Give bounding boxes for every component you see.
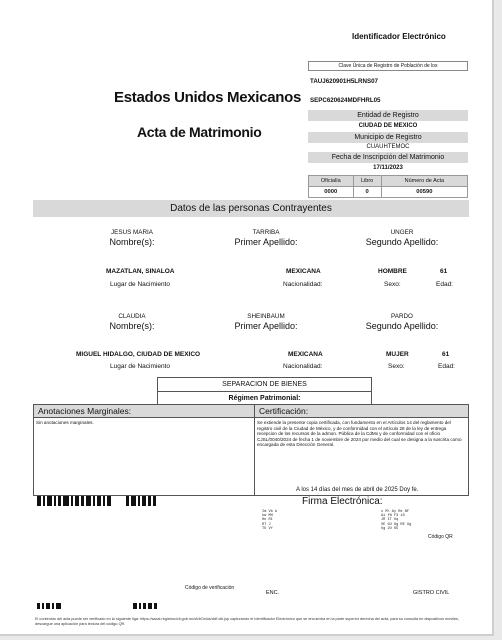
curp-1: TAUJ620901H5LRNS07 — [310, 78, 378, 85]
document-title: Acta de Matrimonio — [137, 124, 262, 140]
country-title: Estados Unidos Mexicanos — [114, 89, 302, 106]
municipality-value: CUAUHTEMOC — [366, 144, 410, 150]
annotations-text: Sin anotaciones marginales. — [36, 420, 94, 425]
office-label: Oficialía — [309, 176, 354, 187]
sig-code-right: x M\ Ay Re NF Ai fN F3 iD JR IT Uq VE GU Gg RE Ug Ug 2U S5 — [381, 510, 412, 531]
office-value: 0000 — [309, 187, 354, 198]
qr-label: Código QR — [428, 534, 453, 540]
p2-nationality: MEXICANA — [288, 351, 323, 358]
enc-label: ENC. — [266, 590, 280, 596]
p1-sex: HOMBRE — [378, 268, 407, 275]
p2-second-surname-label: Segundo Apellido: — [365, 321, 439, 331]
p2-age: 61 — [442, 351, 450, 358]
p1-age-label: Edad: — [436, 281, 453, 288]
book-label: Libro — [353, 176, 381, 187]
entity-label: Entidad de Registro — [308, 110, 468, 121]
p2-names: CLAUDIA — [118, 313, 146, 320]
curp-label: Clave Única de Registro de Población de los — [308, 61, 468, 71]
registry-office-label: GISTRO CIVIL — [413, 590, 450, 596]
p2-sex-label: Sexo: — [388, 363, 405, 370]
p1-second-surname: UNGER — [390, 229, 414, 236]
p1-names-label: Nombre(s): — [109, 237, 155, 247]
p2-birthplace-label: Lugar de Nacimiento — [110, 363, 170, 370]
p2-birthplace: MIGUEL HIDALGO, CIUDAD DE MEXICO — [76, 351, 201, 358]
book-value: 0 — [353, 187, 381, 198]
registry-table — [308, 175, 468, 198]
certification-text: Se extiende la presente copia certificada, con fundamento en el Artículos 14 del reglamento del registro civil de la Ciudad de México, y de conformidad con el artículo 28 de la ley de entrega recepcion de los recursos de la admon. Pública de la CdMx y de conformidad con el oficio CJSL/0040/2024 de fecha 1 de noviembre de 2024 por medio del cual se designa a la suscrita como encargada de esta Dirección General. — [257, 420, 462, 448]
municipality-label: Municipio de Registro — [308, 132, 468, 143]
certification-box — [254, 404, 469, 496]
regime-box — [157, 377, 372, 405]
p1-age: 61 — [440, 268, 448, 275]
barcode-left-icon — [37, 496, 111, 506]
annotations-title: Anotaciones Marginales: — [34, 405, 254, 418]
act-value: 00590 — [381, 187, 467, 198]
p2-names-label: Nombre(s): — [109, 321, 155, 331]
verification-label: Código de verificación — [185, 585, 235, 591]
p1-birthplace-label: Lugar de Nacimiento — [110, 281, 170, 288]
p1-birthplace: MAZATLAN, SINALOA — [106, 268, 175, 275]
electronic-id-label: Identificador Electrónico — [352, 32, 446, 41]
curp-2: SEPC620624MDFHRL05 — [310, 97, 381, 104]
p1-names: JESUS MARIA — [111, 229, 153, 236]
p1-first-surname-label: Primer Apellido: — [234, 237, 298, 247]
p2-first-surname-label: Primer Apellido: — [234, 321, 298, 331]
act-label: Número de Acta — [381, 176, 467, 187]
date-label: Fecha de Inscripción del Matrimonio — [308, 152, 468, 163]
small-barcode-icon — [37, 603, 61, 609]
p2-second-surname: PARDO — [391, 313, 413, 320]
signature-label: Firma Electrónica: — [302, 496, 383, 507]
p1-second-surname-label: Segundo Apellido: — [365, 237, 439, 247]
p1-first-surname: TARRIBA — [252, 229, 280, 236]
p1-nationality-label: Nacionalidad: — [283, 281, 323, 288]
sig-code-left: Im Vb b kw MH Hn RI RT J TU VY — [262, 510, 278, 531]
regime-value: SEPARACION DE BIENES — [158, 378, 371, 392]
small-barcode-icon-2 — [133, 603, 157, 609]
closing-date: A los 14 días del mes de abril de 2025 Doy fe. — [296, 487, 419, 493]
p2-age-label: Edad: — [438, 363, 455, 370]
p2-nationality-label: Nacionalidad: — [283, 363, 323, 370]
p2-sex: MUJER — [386, 351, 409, 358]
annotations-box — [33, 404, 255, 496]
date-value: 17/11/2023 — [373, 165, 403, 171]
regime-label: Régimen Patrimonial: — [228, 395, 301, 402]
p1-nationality: MEXICANA — [286, 268, 321, 275]
section-title: Datos de las personas Contrayentes — [33, 200, 469, 217]
p1-sex-label: Sexo: — [384, 281, 401, 288]
barcode-right-icon — [126, 496, 156, 506]
p2-first-surname: SHEINBAUM — [247, 313, 285, 320]
footer-text: El contenido del acta puede ser verificado en la siguiente liga: https://sacal.registrocivil.gob.mx/ArbOnlus/ddf.vtb.jsp capturando el Identificador Electrónico que se encuentra en la parte superior derecha del acta, para su consulta en dispositivos móviles, descargue una aplicación para lectura del código QR. — [35, 617, 460, 626]
certification-title: Certificación: — [255, 405, 468, 418]
entity-value: CIUDAD DE MEXICO — [358, 123, 418, 129]
